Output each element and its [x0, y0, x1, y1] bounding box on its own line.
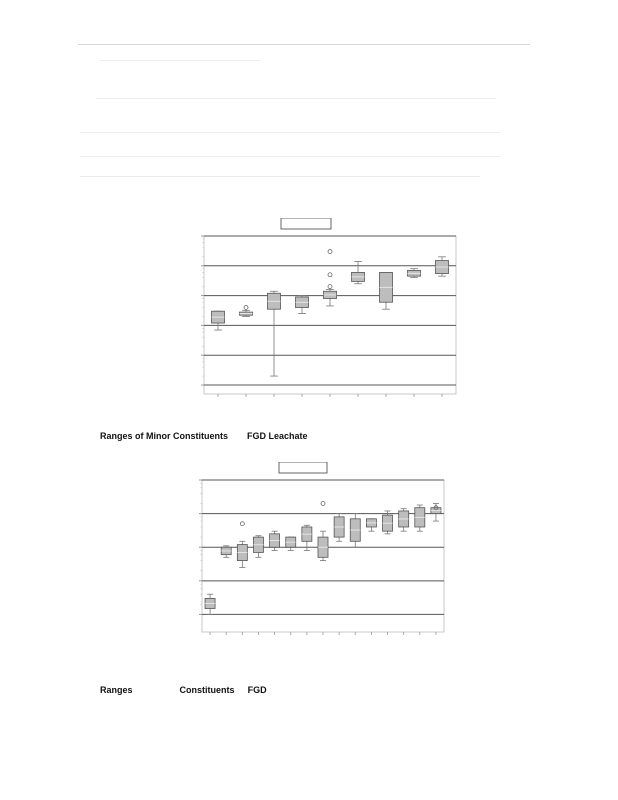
faint-header-text — [100, 60, 260, 61]
caption-2-part-2: Constituents — [179, 685, 235, 695]
faint-paragraph-line — [80, 176, 480, 177]
caption-1-part-1: Ranges of Minor Constituents — [100, 431, 228, 441]
figure-caption-1 — [100, 431, 308, 441]
figure-caption-2 — [100, 685, 267, 695]
faint-paragraph-line — [96, 98, 496, 99]
caption-2-part-3: FGD — [247, 685, 267, 695]
outlier-point — [240, 522, 244, 526]
faint-paragraph-line — [80, 132, 500, 133]
minor-constituents-chart — [196, 218, 460, 408]
faint-paragraph-line — [80, 156, 500, 157]
header-rule — [78, 44, 530, 45]
outlier-point — [328, 273, 332, 277]
outlier-point — [328, 285, 332, 289]
caption-2-part-1: Ranges — [100, 685, 133, 695]
outlier-point — [321, 501, 325, 505]
outlier-point — [244, 305, 248, 309]
caption-1-part-2: FGD Leachate — [247, 431, 308, 441]
chart-title-box — [281, 218, 331, 229]
outlier-point — [328, 250, 332, 254]
constituents-chart — [194, 462, 454, 662]
chart-title-box — [279, 462, 327, 473]
